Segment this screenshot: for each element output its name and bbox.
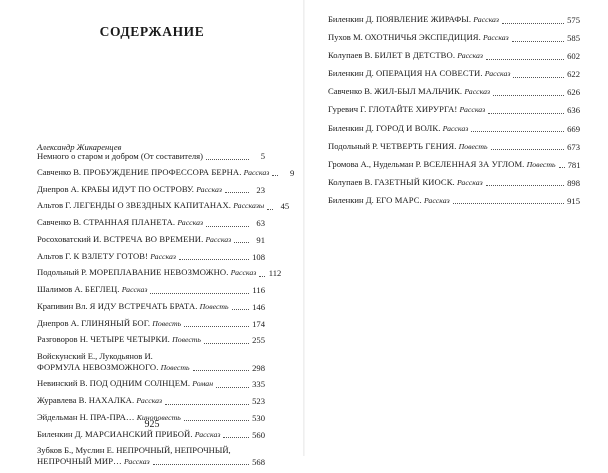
- entry-title: НЕПРОЧНЫЙ МИР…: [37, 455, 122, 466]
- page-number: 568: [252, 456, 265, 467]
- entry-line: [328, 86, 580, 98]
- entry-title: ГОРОД И ВОЛК.: [375, 122, 441, 133]
- toc-entry: [37, 351, 265, 373]
- entry-genre: Повесть: [172, 335, 201, 345]
- entry-genre: Рассказ: [457, 51, 483, 61]
- leader-dots: [488, 112, 564, 114]
- entry-text: [37, 318, 181, 330]
- entry-title: Я ИДУ ВСТРЕЧАТЬ БРАТА.: [89, 300, 198, 311]
- entry-author: Савченко В.: [37, 166, 82, 177]
- folio-page-number: 925: [144, 419, 160, 430]
- entry-text: [37, 167, 269, 179]
- leader-dots: [491, 148, 564, 150]
- entry-title: ВСТРЕЧА ВО ВРЕМЕНИ.: [103, 233, 204, 244]
- entry-title: МАРСИАНСКИЙ ПРИБОЙ.: [84, 428, 193, 439]
- leader-dots: [512, 40, 564, 42]
- leader-dots: [234, 241, 249, 243]
- entry-title: ЧЕТЫРЕ ЧЕТЫРКИ.: [90, 334, 170, 345]
- entry-text: [328, 50, 483, 62]
- page-number: 636: [567, 105, 580, 116]
- entry-text: [37, 234, 231, 246]
- entry-genre: Повесть: [526, 159, 556, 169]
- entry-text: [37, 184, 222, 196]
- entry-line: [328, 123, 580, 135]
- entry-text: [328, 141, 488, 153]
- entry-author: Журавлева В.: [37, 395, 87, 405]
- toc-entry: [37, 334, 265, 346]
- entry-text: [37, 362, 190, 374]
- entry-title: ОХОТНИЧЬЯ ЭКСПЕДИЦИЯ.: [364, 32, 481, 43]
- right-page: [304, 0, 608, 456]
- leader-dots: [179, 258, 249, 260]
- entry-author: Биленкин Д.: [328, 194, 374, 205]
- page-number: 530: [252, 412, 265, 423]
- entry-text: [328, 32, 509, 44]
- entry-title: ПОЯВЛЕНИЕ ЖИРАФЫ.: [375, 14, 472, 24]
- leader-dots: [206, 158, 249, 160]
- editor-entry-text: Немного о старом и добром (От составителя): [37, 151, 203, 161]
- entry-line: [37, 251, 265, 263]
- page-number: 560: [252, 429, 265, 440]
- entry-author: Биленкин Д.: [328, 122, 374, 133]
- entry-line: [37, 217, 265, 229]
- entry-line: [328, 68, 580, 80]
- leader-dots: [225, 191, 249, 193]
- entry-text: [328, 195, 450, 207]
- entry-text: [328, 123, 468, 135]
- entry-genre: Рассказ: [456, 177, 483, 187]
- entry-genre: Рассказ: [423, 195, 450, 205]
- page-number: 45: [280, 201, 290, 212]
- entry-line: [37, 301, 265, 313]
- leader-dots: [216, 386, 249, 388]
- entry-genre: Рассказ: [473, 15, 499, 24]
- leader-dots: [204, 342, 249, 344]
- toc-entry: [328, 50, 580, 62]
- toc-entry: [328, 141, 580, 153]
- toc-entry: [328, 123, 580, 135]
- leader-dots: [272, 174, 278, 176]
- entry-text: [37, 217, 203, 229]
- entry-title: СТРАННАЯ ПЛАНЕТА.: [83, 217, 176, 227]
- page-number: 915: [567, 195, 580, 206]
- entry-first-line: Зубков Б., Муслин Е. НЕПРОЧНЫЙ, НЕПРОЧНЫЙ,: [37, 445, 231, 456]
- entry-text: [37, 429, 220, 441]
- entry-text: [328, 14, 499, 26]
- entry-line: [328, 32, 580, 44]
- right-toc-list: [328, 14, 580, 213]
- entry-text: [328, 177, 483, 189]
- entry-genre: Рассказ: [177, 218, 204, 227]
- toc-entry: [37, 445, 265, 467]
- entry-genre: Рассказ: [196, 184, 222, 194]
- entry-author: Биленкин Д.: [328, 68, 374, 79]
- entry-line: [37, 284, 265, 296]
- entry-line: [37, 429, 265, 441]
- page-number: 669: [567, 123, 580, 134]
- entry-line: [328, 195, 580, 207]
- entry-author: Днепров А.: [37, 183, 80, 194]
- page-number: 23: [256, 184, 265, 195]
- entry-line: [37, 456, 265, 468]
- entry-line: [328, 177, 580, 189]
- contents-heading: СОДЕРЖАНИЕ: [99, 24, 205, 39]
- entry-line: [37, 234, 265, 246]
- leader-dots: [486, 184, 564, 186]
- page-number: 523: [252, 396, 265, 406]
- toc-entry: [37, 200, 290, 212]
- toc-entry: [328, 159, 580, 171]
- entry-author: Биленкин Д.: [328, 14, 374, 24]
- entry-line: [37, 267, 282, 279]
- toc-entry: [328, 68, 580, 80]
- entry-genre: Рассказы: [233, 201, 265, 211]
- entry-line: [328, 159, 580, 171]
- entry-text: [37, 334, 201, 346]
- page-number: 63: [256, 218, 265, 228]
- entry-text: [328, 86, 490, 98]
- toc-entry: [328, 177, 580, 189]
- toc-entry: [37, 234, 265, 246]
- leader-dots: [502, 22, 564, 24]
- entry-genre: Рассказ: [194, 429, 221, 439]
- entry-line: [37, 184, 265, 196]
- editor-entry: [37, 151, 265, 162]
- toc-entry: [37, 429, 265, 441]
- entry-author: Шалимов А.: [37, 284, 83, 294]
- entry-line: [328, 104, 580, 116]
- entry-title: ФОРМУЛА НЕВОЗМОЖНОГО.: [37, 361, 159, 372]
- entry-line: [328, 14, 580, 26]
- page-number: 622: [567, 69, 580, 80]
- leader-dots: [150, 292, 249, 294]
- entry-line: [37, 395, 265, 407]
- entry-line: [37, 362, 265, 374]
- entry-title: МОРЕПЛАВАНИЕ НЕВОЗМОЖНО.: [89, 267, 229, 278]
- entry-line: [328, 141, 580, 153]
- entry-genre: Рассказ: [442, 123, 469, 133]
- entry-author: Невинский В.: [37, 378, 88, 389]
- entry-author: Днепров А.: [37, 317, 80, 328]
- page-number: 298: [252, 362, 265, 373]
- entry-author: Гуревич Г.: [328, 104, 367, 115]
- leader-dots: [486, 58, 564, 60]
- leader-dots: [206, 225, 249, 227]
- toc-entry: [37, 251, 265, 263]
- entry-author: Подольный Р.: [328, 140, 378, 151]
- entry-line: [37, 334, 265, 346]
- toc-entry: [37, 184, 265, 196]
- toc-entry: [328, 32, 580, 44]
- entry-genre: Рассказ: [150, 251, 176, 261]
- entry-title: К ВЗЛЕТУ ГОТОВ!: [73, 250, 149, 261]
- leader-dots: [165, 403, 249, 405]
- leader-dots: [559, 166, 565, 168]
- page-number: 116: [252, 285, 265, 295]
- toc-entry: [328, 104, 580, 116]
- leader-dots: [153, 463, 249, 465]
- entry-genre: Рассказ: [464, 87, 491, 97]
- leader-dots: [184, 325, 249, 327]
- leader-dots: [223, 436, 249, 438]
- entry-text: [328, 68, 510, 80]
- entry-author: Пухов М.: [328, 32, 363, 43]
- page-number: 9: [290, 167, 295, 178]
- entry-title: ГЛОТАЙТЕ ХИРУРГА!: [368, 104, 458, 115]
- entry-first-line: Войскунский Е., Лукодьянов И.: [37, 351, 153, 361]
- entry-text: [328, 159, 556, 171]
- entry-line: [328, 50, 580, 62]
- entry-genre: Рассказ: [243, 167, 270, 177]
- entry-title: ПРА-ПРА…: [90, 411, 135, 422]
- entry-line: [37, 318, 265, 330]
- page-number: 255: [252, 335, 265, 346]
- entry-author: Альтов Г.: [37, 250, 72, 261]
- page-number: 108: [252, 251, 265, 262]
- toc-entry: [37, 301, 265, 313]
- entry-genre: Повесть: [160, 362, 190, 372]
- entry-title: ВСЕЛЕННАЯ ЗА УГЛОМ.: [423, 158, 525, 169]
- toc-entry: [37, 166, 295, 179]
- entry-genre: Рассказ: [136, 396, 163, 405]
- toc-entry: [37, 395, 265, 407]
- entry-text: [328, 104, 485, 116]
- toc-entry: [37, 267, 282, 279]
- entry-genre: Рассказ: [230, 268, 257, 278]
- leader-dots: [513, 76, 564, 78]
- entry-genre: Повесть: [199, 301, 229, 311]
- entry-title: ГАЗЕТНЫЙ КИОСК.: [374, 176, 455, 187]
- entry-title: ЖИЛ-БЫЛ МАЛЬЧИК.: [374, 86, 463, 97]
- entry-genre: Роман: [192, 379, 214, 389]
- page-number: 673: [567, 141, 580, 152]
- entry-title: КРАБЫ ИДУТ ПО ОСТРОВУ.: [81, 183, 195, 194]
- entry-title: ГЛИНЯНЫЙ БОГ.: [81, 317, 151, 328]
- entry-author: Громова А., Нудельман Р.: [328, 158, 422, 169]
- entry-genre: Рассказ: [484, 69, 511, 79]
- page-number: 781: [567, 159, 581, 170]
- toc-entry: [37, 378, 265, 390]
- page-number: 91: [256, 234, 265, 245]
- toc-entry: [328, 195, 580, 207]
- entry-line: [37, 166, 295, 179]
- leader-dots: [493, 94, 564, 96]
- leader-dots: [193, 369, 249, 371]
- entry-text: [37, 251, 176, 263]
- page-number: 585: [567, 33, 580, 44]
- entry-author: Росоховатский И.: [37, 233, 102, 244]
- toc-entry: [37, 217, 265, 229]
- entry-text: [37, 378, 213, 390]
- left-page: [0, 0, 304, 467]
- entry-text: [37, 267, 256, 279]
- entry-text: [37, 200, 264, 212]
- entry-genre: Повесть: [152, 318, 182, 328]
- editor-author: Александр Жикаренцев: [37, 142, 122, 152]
- entry-line: [37, 200, 290, 212]
- page-number: 575: [567, 15, 580, 25]
- entry-genre: Рассказ: [205, 234, 232, 244]
- page-number: 112: [268, 268, 282, 279]
- entry-line: [37, 378, 265, 390]
- leader-dots: [232, 308, 249, 310]
- entry-author: Савченко В.: [328, 86, 373, 97]
- page-number: 602: [567, 51, 580, 62]
- entry-author: Колупаев В.: [328, 176, 373, 187]
- page-number: 335: [252, 379, 265, 390]
- entry-title: ЧЕТВЕРТЬ ГЕНИЯ.: [380, 140, 457, 151]
- page-number: 146: [252, 301, 265, 312]
- entry-author: Альтов Г.: [37, 200, 72, 211]
- entry-title: ПОД ОДНИМ СОЛНЦЕМ.: [89, 378, 191, 389]
- entry-genre: Киноповесть: [136, 412, 181, 422]
- entry-author: Крапивин Вл.: [37, 300, 88, 311]
- entry-title: ЕГО МАРС.: [375, 194, 422, 205]
- leader-dots: [259, 275, 265, 277]
- page-number: 5: [260, 151, 265, 161]
- entry-genre: Рассказ: [121, 285, 148, 294]
- entry-genre: Рассказ: [459, 105, 486, 115]
- entry-text: [37, 284, 147, 296]
- entry-text: [37, 301, 229, 313]
- entry-title: БИЛЕТ В ДЕТСТВО.: [374, 50, 456, 61]
- page-number: 626: [567, 87, 580, 98]
- entry-text: [37, 456, 150, 468]
- entry-author: Разговоров Н.: [37, 334, 89, 345]
- entry-title: БЕГЛЕЦ.: [84, 284, 120, 294]
- entry-title: ЛЕГЕНДЫ О ЗВЕЗДНЫХ КАПИТАНАХ.: [73, 200, 232, 211]
- entry-text: [37, 395, 162, 407]
- toc-entry: [328, 14, 580, 26]
- toc-entry: [37, 318, 265, 330]
- entry-author: Эйдельман Н.: [37, 411, 88, 422]
- entry-genre: Повесть: [458, 141, 488, 151]
- entry-author: Колупаев В.: [328, 50, 373, 61]
- page-number: 174: [252, 318, 265, 329]
- page-number: 898: [567, 177, 580, 188]
- entry-title: ОПЕРАЦИЯ НА СОВЕСТИ.: [375, 68, 483, 79]
- entry-genre: Рассказ: [483, 33, 509, 43]
- entry-title: ПРОБУЖДЕНИЕ ПРОФЕССОРА БЕРНА.: [83, 166, 242, 177]
- toc-entry: [37, 284, 265, 296]
- leader-dots: [267, 208, 273, 210]
- toc-entry: [328, 86, 580, 98]
- entry-author: Подольный Р.: [37, 267, 87, 278]
- entry-author: Биленкин Д.: [37, 428, 83, 439]
- entry-genre: Рассказ: [123, 456, 150, 466]
- entry-title: НАХАЛКА.: [88, 395, 135, 405]
- leader-dots: [453, 202, 564, 204]
- leader-dots: [471, 130, 564, 132]
- entry-author: Савченко В.: [37, 217, 82, 227]
